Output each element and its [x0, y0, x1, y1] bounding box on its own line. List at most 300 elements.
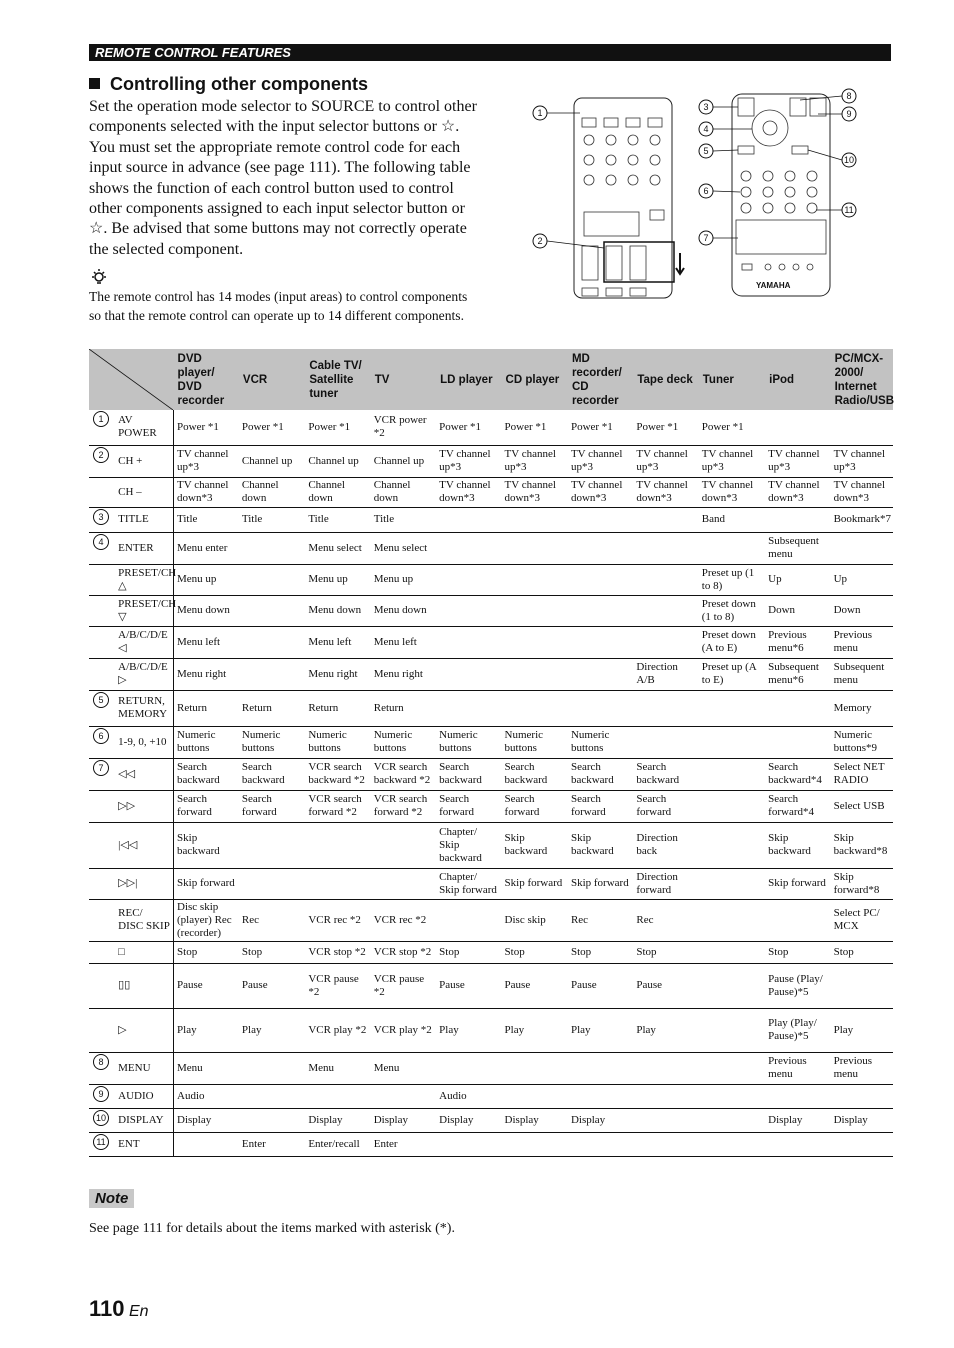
table-cell: TV channel down*3	[699, 477, 765, 507]
table-cell: TV channel down*3	[633, 477, 698, 507]
table-cell: Channel up	[239, 445, 305, 477]
table-cell: Skip backward	[174, 822, 239, 868]
table-row	[89, 899, 893, 941]
row-number-cell	[89, 1084, 115, 1108]
table-cell: Search forward	[436, 790, 501, 822]
callout-4: 4	[703, 124, 709, 134]
table-cell: Pause	[436, 963, 501, 1008]
table-cell: Preset up (1 to 8)	[699, 564, 765, 595]
table-cell: Chapter/ Skip backward	[436, 822, 501, 868]
table-cell	[568, 1052, 633, 1084]
table-cell: Chapter/ Skip forward	[436, 868, 501, 899]
table-cell: Numeric buttons	[568, 726, 633, 758]
table-cell: Menu right	[305, 658, 370, 690]
header-cell: Cable TV/ Satellite tuner	[305, 349, 370, 410]
table-cell	[502, 690, 568, 726]
row-number-cell	[89, 1008, 115, 1052]
row-number-cell	[89, 690, 115, 726]
table-row	[89, 477, 893, 507]
table-cell: Numeric buttons	[436, 726, 501, 758]
table-cell	[436, 1132, 501, 1156]
table-row	[89, 410, 893, 445]
table-cell: VCR search forward *2	[305, 790, 370, 822]
table-cell	[633, 595, 698, 626]
table-cell	[239, 1052, 305, 1084]
table-cell: Numeric buttons	[305, 726, 370, 758]
table-cell	[436, 1052, 501, 1084]
table-cell	[502, 626, 568, 658]
table-cell: Stop	[568, 941, 633, 963]
row-number-cell	[89, 822, 115, 868]
table-cell: Enter	[371, 1132, 436, 1156]
table-cell	[831, 963, 893, 1008]
row-number-badge: 3	[93, 509, 109, 525]
table-cell: Power *1	[699, 410, 765, 445]
table-cell: Preset up (A to E)	[699, 658, 765, 690]
table-cell: TV channel up*3	[502, 445, 568, 477]
table-cell: Menu left	[174, 626, 239, 658]
table-cell: Power *1	[502, 410, 568, 445]
intro-paragraph: Set the operation mode selector to SOURCE to control other components selected with the input selector buttons or ☆. You must set the appropriate remote control code for each input source in advance (see page 111). The following table shows the function of each control button used to control other components assigned to each input selector button or ☆. Be advised that some buttons may not correctly operate the selected component.	[89, 98, 477, 258]
table-cell: Skip backward	[765, 822, 830, 868]
callout-8: 8	[846, 91, 852, 101]
table-cell: Play	[568, 1008, 633, 1052]
table-cell: TV channel down*3	[436, 477, 501, 507]
callout-3: 3	[703, 102, 709, 112]
table-cell: Channel down	[371, 477, 436, 507]
table-cell: Menu left	[305, 626, 370, 658]
table-cell	[699, 1052, 765, 1084]
lightbulb-icon	[89, 268, 109, 288]
table-cell: Menu	[371, 1052, 436, 1084]
page-number-value: 110	[89, 1296, 125, 1321]
row-number-badge: 4	[93, 534, 109, 550]
table-cell	[568, 658, 633, 690]
table-cell	[502, 532, 568, 564]
table-cell: Band	[699, 507, 765, 532]
row-key-cell: CH +	[115, 445, 173, 477]
section-title-text: Controlling other components	[110, 74, 368, 94]
row-key-cell: TITLE	[115, 507, 173, 532]
table-cell: Search forward*4	[765, 790, 830, 822]
table-cell	[239, 822, 305, 868]
table-cell	[831, 532, 893, 564]
table-cell	[305, 868, 370, 899]
table-cell: Search backward	[568, 758, 633, 790]
table-cell	[239, 595, 305, 626]
table-cell: TV channel up*3	[568, 445, 633, 477]
row-key-cell: ▯▯	[115, 963, 173, 1008]
table-cell: Numeric buttons	[174, 726, 239, 758]
callout-11: 11	[844, 205, 854, 215]
table-cell: Display	[371, 1108, 436, 1132]
table-cell: Skip forward	[174, 868, 239, 899]
table-cell	[436, 626, 501, 658]
table-cell: Previous menu	[765, 1052, 830, 1084]
table-cell: Channel down	[305, 477, 370, 507]
table-cell: Numeric buttons	[502, 726, 568, 758]
table-row	[89, 1108, 893, 1132]
table-cell	[633, 1084, 698, 1108]
table-cell: Stop	[765, 941, 830, 963]
table-cell	[305, 822, 370, 868]
table-cell	[831, 410, 893, 445]
table-cell	[765, 410, 830, 445]
table-cell: Direction back	[633, 822, 698, 868]
table-cell: Search backward	[633, 758, 698, 790]
table-cell	[436, 658, 501, 690]
table-cell	[568, 507, 633, 532]
row-number-cell	[89, 477, 115, 507]
table-cell: Skip forward	[502, 868, 568, 899]
table-cell: Stop	[239, 941, 305, 963]
table-cell: Audio	[174, 1084, 239, 1108]
row-number-badge: 9	[93, 1086, 109, 1102]
table-cell: Title	[239, 507, 305, 532]
table-cell: VCR play *2	[371, 1008, 436, 1052]
section-title	[89, 74, 368, 95]
table-cell	[568, 626, 633, 658]
table-cell: Play	[831, 1008, 893, 1052]
table-cell: Menu down	[305, 595, 370, 626]
table-cell: Direction A/B	[633, 658, 698, 690]
table-cell: Menu select	[371, 532, 436, 564]
note-text: See page 111 for details about the items marked with asterisk (*).	[89, 1221, 455, 1236]
row-number-cell	[89, 758, 115, 790]
table-cell: TV channel down*3	[568, 477, 633, 507]
callout-7: 7	[703, 233, 709, 243]
table-cell: Title	[371, 507, 436, 532]
table-cell: Disc skip (player) Rec (recorder)	[174, 899, 239, 941]
row-key-cell: ◁◁	[115, 758, 173, 790]
table-cell: TV channel down*3	[765, 477, 830, 507]
table-cell	[699, 1132, 765, 1156]
table-row	[89, 963, 893, 1008]
table-cell: Menu left	[371, 626, 436, 658]
table-cell: Menu select	[305, 532, 370, 564]
table-cell: Stop	[633, 941, 698, 963]
table-row	[89, 822, 893, 868]
table-cell	[831, 1084, 893, 1108]
section-header-bar	[89, 44, 891, 61]
table-row	[89, 507, 893, 532]
table-cell: Display	[305, 1108, 370, 1132]
row-number-cell	[89, 445, 115, 477]
table-row	[89, 1008, 893, 1052]
row-key-cell: ▷▷|	[115, 868, 173, 899]
table-cell: Play	[239, 1008, 305, 1052]
table-cell	[765, 507, 830, 532]
table-cell: Search backward	[502, 758, 568, 790]
table-cell: Menu	[174, 1052, 239, 1084]
table-cell: Power *1	[305, 410, 370, 445]
table-cell	[633, 507, 698, 532]
row-key-cell: A/B/C/D/E ▷	[115, 658, 173, 690]
table-cell: Preset down (A to E)	[699, 626, 765, 658]
table-cell	[765, 899, 830, 941]
table-cell: Skip forward	[568, 868, 633, 899]
header-cell: VCR	[239, 349, 305, 410]
remote-brand-label: YAMAHA	[756, 281, 791, 290]
table-cell	[699, 963, 765, 1008]
row-number-cell	[89, 532, 115, 564]
table-cell: Skip backward	[502, 822, 568, 868]
table-cell: Title	[174, 507, 239, 532]
table-cell: Enter/recall	[305, 1132, 370, 1156]
table-cell	[765, 726, 830, 758]
table-cell	[699, 1084, 765, 1108]
table-cell	[436, 690, 501, 726]
callout-10: 10	[843, 155, 855, 165]
table-cell: Pause	[633, 963, 698, 1008]
table-cell	[502, 507, 568, 532]
table-cell: Channel up	[305, 445, 370, 477]
table-cell: Menu down	[174, 595, 239, 626]
table-cell: Subsequent menu	[831, 658, 893, 690]
table-cell: Menu enter	[174, 532, 239, 564]
table-cell	[568, 1132, 633, 1156]
row-number-cell	[89, 899, 115, 941]
table-cell	[502, 658, 568, 690]
table-cell: Memory	[831, 690, 893, 726]
table-cell	[765, 1132, 830, 1156]
row-number-badge: 2	[93, 447, 109, 463]
table-cell	[239, 532, 305, 564]
table-cell	[436, 899, 501, 941]
table-row	[89, 941, 893, 963]
table-cell	[239, 626, 305, 658]
table-cell	[765, 1084, 830, 1108]
row-number-cell	[89, 507, 115, 532]
table-row	[89, 445, 893, 477]
table-cell: Menu up	[174, 564, 239, 595]
table-cell	[371, 822, 436, 868]
table-cell: Pause	[568, 963, 633, 1008]
table-cell: Power *1	[174, 410, 239, 445]
table-cell: Return	[239, 690, 305, 726]
table-cell	[699, 868, 765, 899]
table-cell: VCR search backward *2	[371, 758, 436, 790]
row-key-cell: □	[115, 941, 173, 963]
table-cell: Play	[633, 1008, 698, 1052]
table-cell: TV channel down*3	[831, 477, 893, 507]
table-cell: Preset down (1 to 8)	[699, 595, 765, 626]
table-cell: Title	[305, 507, 370, 532]
row-number-cell	[89, 941, 115, 963]
table-cell	[371, 868, 436, 899]
table-cell: TV channel up*3	[174, 445, 239, 477]
page-language: En	[128, 1303, 149, 1320]
table-cell: Stop	[502, 941, 568, 963]
diagonal-line-icon	[89, 349, 173, 410]
table-cell: Search backward	[174, 758, 239, 790]
row-number-cell	[89, 564, 115, 595]
remote-control-diagram	[520, 88, 860, 313]
table-row	[89, 626, 893, 658]
square-bullet-icon	[89, 78, 100, 89]
table-cell	[502, 1084, 568, 1108]
row-number-cell	[89, 868, 115, 899]
table-cell	[699, 690, 765, 726]
table-cell: Search backward	[239, 758, 305, 790]
table-cell: Pause	[502, 963, 568, 1008]
table-cell: Search forward	[502, 790, 568, 822]
page-number	[89, 1296, 149, 1322]
row-number-cell	[89, 1132, 115, 1156]
table-cell	[568, 564, 633, 595]
table-cell: Pause (Play/ Pause)*5	[765, 963, 830, 1008]
table-cell: Stop	[174, 941, 239, 963]
table-cell: Display	[831, 1108, 893, 1132]
callout-6: 6	[703, 186, 709, 196]
table-cell	[371, 1084, 436, 1108]
table-cell	[568, 1084, 633, 1108]
table-cell: Rec	[239, 899, 305, 941]
row-key-cell: 1-9, 0, +10	[115, 726, 173, 758]
row-number-cell	[89, 626, 115, 658]
table-cell: Numeric buttons*9	[831, 726, 893, 758]
table-row	[89, 690, 893, 726]
table-cell: VCR power *2	[371, 410, 436, 445]
table-cell: Down	[831, 595, 893, 626]
header-cell: Tuner	[699, 349, 765, 410]
table-cell: Subsequent menu	[765, 532, 830, 564]
table-row	[89, 658, 893, 690]
table-cell: Disc skip	[502, 899, 568, 941]
row-key-cell: |◁◁	[115, 822, 173, 868]
table-cell	[568, 690, 633, 726]
header-cell: iPod	[765, 349, 830, 410]
table-cell: Enter	[239, 1132, 305, 1156]
table-cell	[699, 790, 765, 822]
row-number-badge: 5	[93, 692, 109, 708]
table-cell	[699, 1108, 765, 1132]
table-cell: Search forward	[174, 790, 239, 822]
table-cell: Subsequent menu*6	[765, 658, 830, 690]
table-cell	[568, 532, 633, 564]
table-cell	[239, 658, 305, 690]
header-cell: PC/MCX-2000/ Internet Radio/USB	[831, 349, 893, 410]
table-cell: Power *1	[568, 410, 633, 445]
table-cell	[502, 1052, 568, 1084]
row-number-badge: 1	[93, 411, 109, 427]
table-cell: VCR pause *2	[371, 963, 436, 1008]
row-key-cell: CH –	[115, 477, 173, 507]
row-key-cell: ▷▷	[115, 790, 173, 822]
table-cell	[699, 822, 765, 868]
table-cell: Previous menu*6	[765, 626, 830, 658]
row-key-cell: REC/ DISC SKIP	[115, 899, 173, 941]
table-cell: Bookmark*7	[831, 507, 893, 532]
table-row	[89, 564, 893, 595]
row-key-cell: ENT	[115, 1132, 173, 1156]
header-cell: CD player	[502, 349, 568, 410]
table-cell: Menu down	[371, 595, 436, 626]
table-cell: Menu up	[305, 564, 370, 595]
table-cell	[633, 1052, 698, 1084]
row-number-badge: 10	[93, 1110, 109, 1126]
table-cell: VCR rec *2	[305, 899, 370, 941]
tip-paragraph: The remote control has 14 modes (input areas) to control components so that the remote control can operate up to 14 different components.	[89, 289, 468, 323]
table-cell	[699, 726, 765, 758]
row-number-badge: 8	[93, 1054, 109, 1070]
table-cell: VCR search forward *2	[371, 790, 436, 822]
table-cell	[239, 564, 305, 595]
table-cell: Select PC/ MCX	[831, 899, 893, 941]
row-key-cell: AUDIO	[115, 1084, 173, 1108]
table-cell: Pause	[174, 963, 239, 1008]
table-cell: Direction forward	[633, 868, 698, 899]
table-cell: Stop	[436, 941, 501, 963]
table-cell: Menu right	[371, 658, 436, 690]
table-cell	[831, 1132, 893, 1156]
table-row	[89, 532, 893, 564]
function-table	[89, 349, 893, 1157]
table-cell: TV channel up*3	[436, 445, 501, 477]
table-row	[89, 1132, 893, 1156]
table-cell: VCR stop *2	[371, 941, 436, 963]
table-cell: VCR pause *2	[305, 963, 370, 1008]
table-cell: Down	[765, 595, 830, 626]
table-cell	[633, 726, 698, 758]
header-cell: DVD player/ DVD recorder	[174, 349, 239, 410]
table-cell: Search forward	[239, 790, 305, 822]
table-cell	[174, 1132, 239, 1156]
table-cell: Channel down	[239, 477, 305, 507]
note-label: Note	[89, 1189, 134, 1208]
row-number-cell	[89, 1108, 115, 1132]
table-cell: Skip backward*8	[831, 822, 893, 868]
table-cell: VCR search backward *2	[305, 758, 370, 790]
table-cell: Menu up	[371, 564, 436, 595]
table-cell: Return	[174, 690, 239, 726]
table-cell	[633, 532, 698, 564]
table-header-row	[89, 349, 893, 410]
table-cell: Skip forward	[765, 868, 830, 899]
table-cell: Search forward	[568, 790, 633, 822]
table-cell: TV channel up*3	[831, 445, 893, 477]
table-cell	[699, 899, 765, 941]
table-cell	[502, 564, 568, 595]
header-cell: TV	[371, 349, 436, 410]
table-cell: Play	[436, 1008, 501, 1052]
table-cell: Up	[831, 564, 893, 595]
table-cell	[436, 532, 501, 564]
callout-1: 1	[537, 108, 543, 118]
row-number-cell	[89, 963, 115, 1008]
header-corner-cell	[89, 349, 174, 410]
table-cell: Channel up	[371, 445, 436, 477]
header-cell: MD recorder/ CD recorder	[568, 349, 633, 410]
table-cell	[568, 595, 633, 626]
table-row	[89, 595, 893, 626]
table-row	[89, 868, 893, 899]
callout-5: 5	[703, 146, 709, 156]
row-number-cell	[89, 726, 115, 758]
row-key-cell: ▷	[115, 1008, 173, 1052]
table-cell: Numeric buttons	[371, 726, 436, 758]
table-cell	[633, 1108, 698, 1132]
table-cell	[699, 941, 765, 963]
table-cell	[633, 1132, 698, 1156]
table-cell	[239, 1084, 305, 1108]
row-key-cell: AV POWER	[115, 410, 173, 445]
table-cell: Up	[765, 564, 830, 595]
table-cell	[502, 1132, 568, 1156]
row-number-cell	[89, 790, 115, 822]
table-cell: Power *1	[633, 410, 698, 445]
row-number-cell	[89, 410, 115, 445]
